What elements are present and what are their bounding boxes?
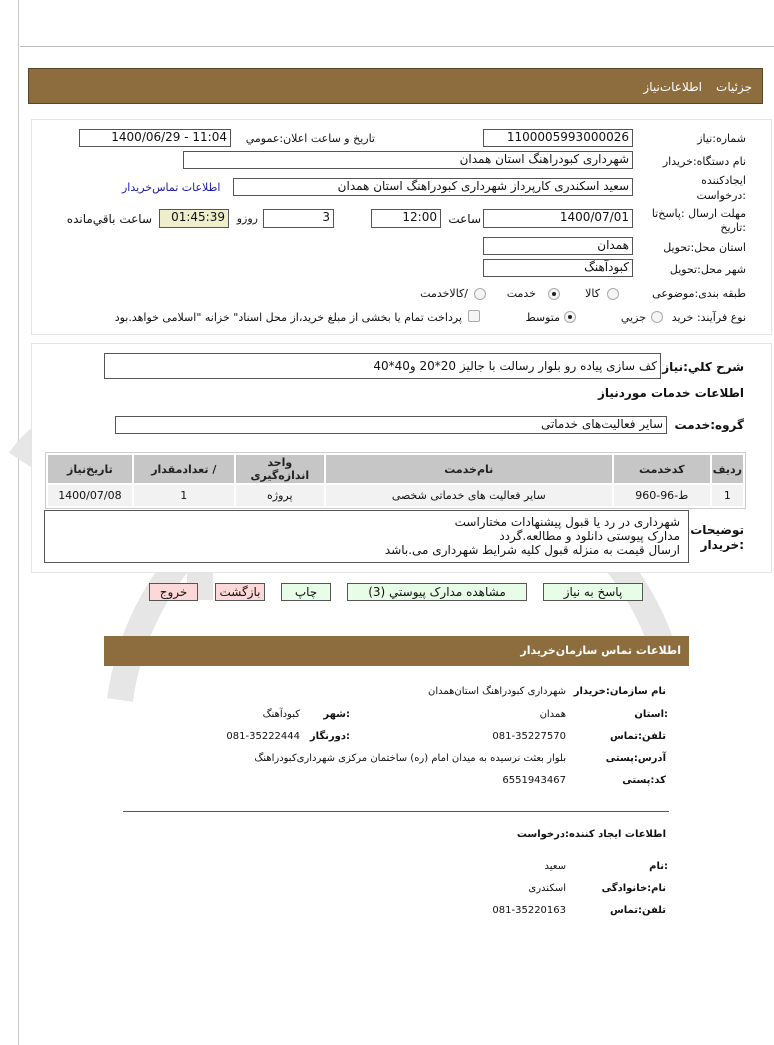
contact-org-label: نام سازمان:خریدار xyxy=(573,686,666,697)
contact-fax: 081-35222444 xyxy=(226,731,300,742)
cell-need-date: 1400/07/08 xyxy=(48,485,132,506)
need-number-field[interactable]: 1100005993000026 xyxy=(483,129,633,147)
summary-field[interactable]: کف سازی پیاده رو بلوار رسالت با جالیز 20*20 و40*40 xyxy=(104,353,661,379)
notes-line: ارسال قیمت به منزله قبول کلیه شرایط شهرداری می.باشد xyxy=(384,543,680,557)
contact-city: کبودآهنگ xyxy=(262,709,300,720)
col-quantity: / تعدادمقدار xyxy=(134,455,234,483)
col-unit: واحد اندازه‌گیری xyxy=(236,455,324,483)
province-field[interactable]: همدان xyxy=(483,237,633,255)
category-option-goods: کالا xyxy=(585,287,600,300)
cell-quantity: 1 xyxy=(134,485,234,506)
creator-label-1: ایجادکننده xyxy=(701,174,746,187)
group-label: گروه:خدمت xyxy=(674,418,744,432)
reply-button[interactable]: پاسخ به نیاز xyxy=(543,583,643,601)
process-radio-minor[interactable] xyxy=(651,311,663,323)
contact-postal: 6551943467 xyxy=(502,775,566,786)
col-service-name: نام‌خدمت xyxy=(326,455,612,483)
contact-org: شهرداری کبودراهنگ استان‌همدان xyxy=(428,686,566,697)
days-label: روزو xyxy=(236,212,258,225)
creator-family-label: نام:خانوادگی xyxy=(601,883,666,894)
view-attachments-button[interactable]: مشاهده مدارک پیوستي (3) xyxy=(347,583,527,601)
summary-label: شرح کلي:نیاز xyxy=(662,360,744,374)
need-number-label: شماره:نیاز xyxy=(697,132,746,145)
treasury-checkbox[interactable] xyxy=(468,310,480,322)
process-radio-medium[interactable] xyxy=(564,311,576,323)
notes-label-1: توضیحات xyxy=(690,523,744,537)
cell-service-code: ط-96-960 xyxy=(614,485,710,506)
treasury-checkbox-label: پرداخت تمام یا بخشی از مبلغ خرید،از محل اسناد" خزانه "اسلامی خواهد.بود xyxy=(114,311,462,324)
city-label: شهر محل:تحویل xyxy=(669,263,746,276)
category-radio-goods[interactable] xyxy=(607,288,619,300)
table-header-row xyxy=(48,455,743,483)
contact-header-bar xyxy=(104,636,689,666)
services-heading: اطلاعات خدمات موردنیاز xyxy=(597,386,744,400)
contact-province-label: :استان xyxy=(634,709,668,720)
contact-divider xyxy=(123,811,669,812)
contact-phone: 081-35227570 xyxy=(492,731,566,742)
notes-line: شهرداری در رد یا قبول پیشنهادات مختاراست xyxy=(454,515,680,529)
tab-details[interactable]: جزئیات xyxy=(716,80,752,94)
tab-need-info[interactable]: اطلاعات‌نیاز xyxy=(643,80,702,94)
contact-address: بلوار بعثت نرسیده به میدان امام (ره) ساختمان مرکزی شهرداری‌کبودراهنگ xyxy=(254,753,566,764)
creator-phone-label: تلفن:تماس xyxy=(609,905,666,916)
creator-family: اسکندری xyxy=(528,883,566,894)
buyer-org-label: نام دستگاه:خریدار xyxy=(662,155,746,168)
table-row xyxy=(48,485,743,506)
col-service-code: کدخدمت xyxy=(614,455,710,483)
print-button[interactable]: چاپ xyxy=(281,583,331,601)
category-option-goods-service: /کالاخدمت xyxy=(420,287,468,300)
province-label: استان محل:تحویل xyxy=(663,241,746,254)
services-table xyxy=(45,452,746,509)
contact-postal-label: کد:پستی xyxy=(622,775,666,786)
creator-label-2: :درخواست xyxy=(696,189,746,202)
notes-line: مدارک پیوستی دانلود و مطالعه.گردد xyxy=(499,529,680,543)
process-option-minor: جزیي xyxy=(620,311,646,324)
creator-info-title: اطلاعات ایجاد کننده:درخواست xyxy=(516,829,666,840)
category-radio-goods-service[interactable] xyxy=(474,288,486,300)
category-label: طبقه بندی:موضوعی xyxy=(652,287,746,300)
remaining-time-field: 01:45:39 xyxy=(159,209,229,228)
creator-name: سعید xyxy=(544,861,566,872)
time-label: ساعت xyxy=(448,212,481,226)
cell-service-name: سایر فعالیت های خدماتی شخصی xyxy=(326,485,612,506)
announce-field[interactable]: 1400/06/29 - 11:04 xyxy=(79,129,231,147)
remaining-label: ساعت باقي‌مانده xyxy=(66,212,152,226)
cell-unit: پروژه xyxy=(236,485,324,506)
creator-field[interactable]: سعید اسکندری کارپرداز شهرداری کبودراهنگ استان همدان xyxy=(233,178,633,196)
deadline-time-field[interactable]: 12:00 xyxy=(371,209,441,228)
deadline-label-2: :تاریخ xyxy=(720,221,746,234)
days-field[interactable]: 3 xyxy=(263,209,334,228)
category-radio-service[interactable] xyxy=(548,288,560,300)
contact-city-label: :شهر xyxy=(323,709,350,720)
cell-row-number: 1 xyxy=(712,485,743,506)
contact-province: همدان xyxy=(539,709,566,720)
notes-label-2: :خریدار xyxy=(700,538,744,552)
contact-phone-label: تلفن:تماس xyxy=(609,731,666,742)
group-field[interactable]: سایر فعالیت‌های خدماتی xyxy=(115,416,667,434)
tab-bar xyxy=(28,68,763,104)
contact-title: اطلاعات تماس سازمان‌خریدار xyxy=(520,644,681,657)
contact-address-label: آدرس:پستی xyxy=(605,753,666,764)
col-row-number: ردیف xyxy=(712,455,743,483)
buyer-contact-link[interactable]: اطلاعات تماس‌خریدار xyxy=(122,181,221,194)
contact-fax-label: :دورنگار xyxy=(309,731,350,742)
process-label: نوع فرآیند: خرید xyxy=(671,311,746,324)
notes-field[interactable] xyxy=(44,510,689,563)
col-need-date: تاریخ‌نیاز xyxy=(48,455,132,483)
city-field[interactable]: کبودآهنگ xyxy=(483,259,633,277)
back-button[interactable]: بازگشت xyxy=(215,583,265,601)
top-divider xyxy=(20,46,774,47)
deadline-label-1: مهلت ارسال :پاسخ‌تا xyxy=(651,207,746,220)
deadline-date-field[interactable]: 1400/07/01 xyxy=(483,209,633,228)
creator-name-label: :نام xyxy=(649,861,668,872)
buyer-org-field[interactable]: شهرداری کبودراهنگ استان همدان xyxy=(183,151,633,169)
announce-label: تاریخ و ساعت اعلان:عمومي xyxy=(245,132,375,145)
creator-phone: 081-35220163 xyxy=(492,905,566,916)
category-option-service: خدمت xyxy=(506,287,536,300)
exit-button[interactable]: خروج xyxy=(149,583,198,601)
process-option-medium: متوسط xyxy=(525,311,560,324)
